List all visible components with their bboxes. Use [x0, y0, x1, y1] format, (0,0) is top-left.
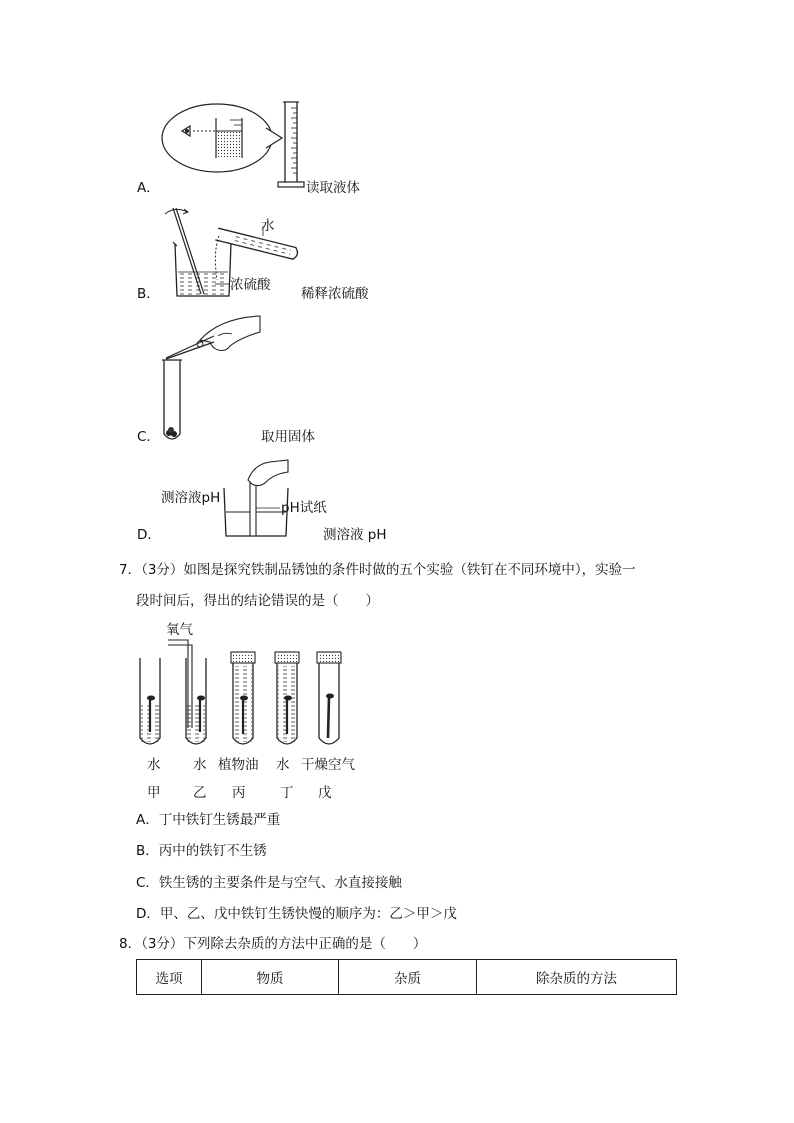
tube-label-name: 丙 [232, 785, 246, 801]
tube-label-name: 甲 [147, 785, 161, 801]
tube-label-medium: 植物油 [218, 757, 259, 773]
option-b-water-label: 水 [261, 218, 275, 234]
ph-test-figure [220, 458, 300, 538]
option-a-caption: 读取液体 [306, 180, 360, 196]
option-d-caption: 测溶液 pH [323, 527, 387, 543]
oxygen-label: 氧气 [166, 622, 193, 638]
option-d-solution-label: 测溶液pH [161, 490, 221, 506]
tube-yi [168, 640, 206, 744]
option-c-letter: C． [137, 429, 160, 445]
graduated-cylinder-figure [160, 98, 310, 194]
tube-ding [275, 652, 299, 744]
option-b-letter: B． [137, 286, 160, 302]
q7-option-b[interactable]: B．丙中的铁钉不生锈 [136, 843, 267, 859]
iron-nail-tubes-figure [130, 636, 370, 748]
tube-wu [317, 652, 341, 744]
table-header-cell: 选项 [137, 960, 202, 995]
option-b-caption: 稀释浓硫酸 [301, 286, 369, 302]
q7-stem-line2: 段时间后，得出的结论错误的是（ ） [136, 593, 379, 609]
option-c-caption: 取用固体 [261, 429, 315, 445]
tube-label-name: 乙 [193, 785, 207, 801]
option-d-paper-label: pH试纸 [281, 500, 327, 516]
tube-label-name: 戊 [318, 785, 332, 801]
tube-bing [231, 652, 255, 744]
q8-table [136, 959, 677, 995]
q7-option-a[interactable]: A．丁中铁钉生锈最严重 [136, 812, 281, 828]
table-header-cell: 物质 [202, 960, 339, 995]
tweezers-test-tube-figure [160, 302, 270, 442]
q8-stem: 8．（3分）下列除去杂质的方法中正确的是（ ） [119, 936, 427, 952]
option-b-acid-label: 浓硫酸 [230, 277, 271, 293]
option-a-letter: A． [137, 180, 160, 196]
q7-option-c[interactable]: C．铁生锈的主要条件是与空气、水直接接触 [136, 875, 402, 891]
table-header-row [137, 960, 677, 995]
table-header-cell: 除杂质的方法 [477, 960, 677, 995]
q7-stem-line1: 7．（3分）如图是探究铁制品锈蚀的条件时做的五个实验（铁钉在不同环境中），实验一 [119, 562, 636, 578]
tube-label-name: 丁 [280, 785, 294, 801]
q7-option-d[interactable]: D．甲、乙、戊中铁钉生锈快慢的顺序为：乙＞甲＞戊 [136, 906, 457, 922]
option-d-letter: D． [137, 527, 161, 543]
tube-jia [140, 658, 160, 744]
table-header-cell: 杂质 [339, 960, 477, 995]
tube-label-medium: 干燥空气 [301, 757, 355, 773]
tube-label-medium: 水 [276, 757, 290, 773]
tube-label-medium: 水 [193, 757, 207, 773]
tube-label-medium: 水 [147, 757, 161, 773]
